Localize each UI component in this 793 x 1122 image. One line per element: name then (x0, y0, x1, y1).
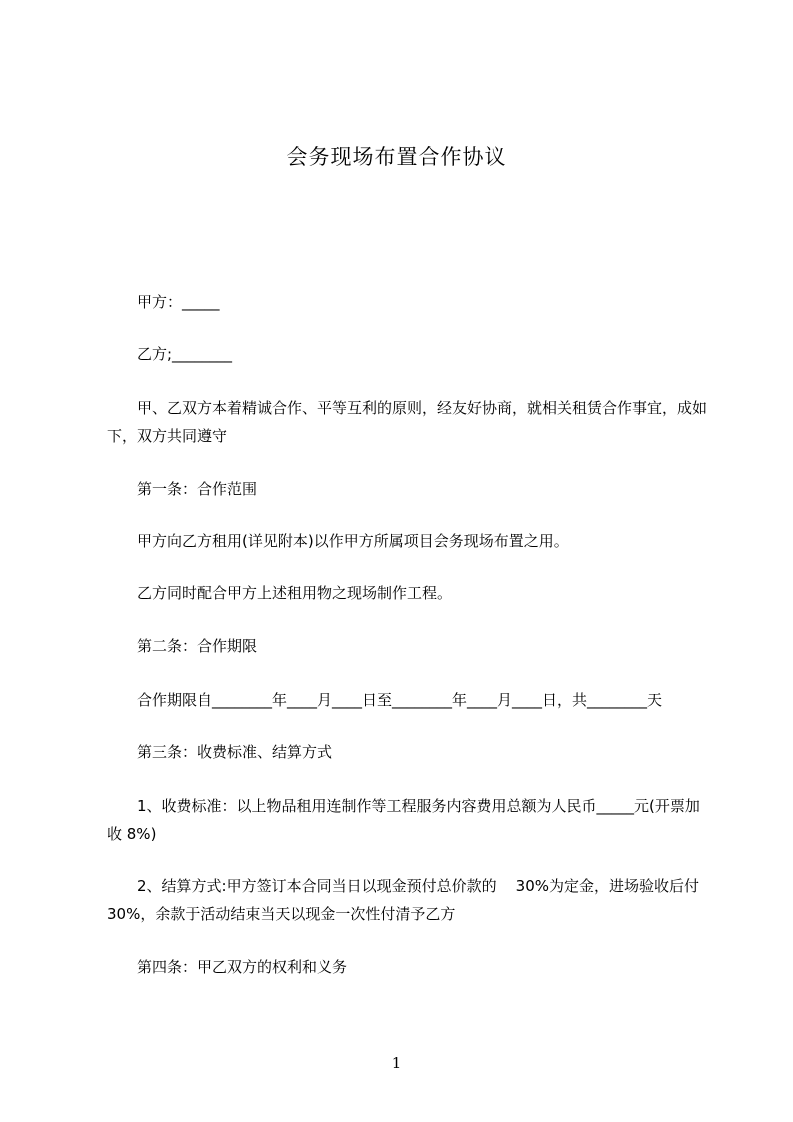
article-3-paragraph-1: 1、收费标准：以上物品租用连制作等工程服务内容费用总额为人民币_____元(开票加收 8%) (107, 797, 700, 843)
article-2-paragraph-1: 合作期限自________年____月____日至________年____月____日，共________天 (137, 691, 663, 709)
intro-paragraph: 甲、乙双方本着精诚合作、平等互利的原则，经友好协商，就相关租赁合作事宜，成如下，双方共同遵守 (107, 399, 708, 445)
page-number: 1 (391, 1054, 402, 1072)
article-1-paragraph-2: 乙方同时配合甲方上述租用物之现场制作工程。 (137, 584, 453, 602)
article-4-heading: 第四条：甲乙双方的权利和义务 (137, 958, 348, 976)
document-title: 会务现场布置合作协议 (286, 145, 507, 169)
article-3-heading: 第三条：收费标准、结算方式 (137, 743, 333, 761)
article-3-paragraph-2: 2、结算方式:甲方签订本合同当日以现金预付总价款的 30%为定金，进场验收后付 30%，余款于活动结束当天以现金一次性付清予乙方 (107, 877, 704, 923)
article-1-heading: 第一条：合作范围 (137, 480, 258, 498)
article-1-paragraph-1: 甲方向乙方租用(详见附本)以作甲方所属项目会务现场布置之用。 (137, 532, 569, 550)
article-2-heading: 第二条：合作期限 (137, 637, 258, 655)
party-b-line: 乙方;________ (137, 345, 233, 363)
party-a-line: 甲方：_____ (137, 293, 220, 311)
